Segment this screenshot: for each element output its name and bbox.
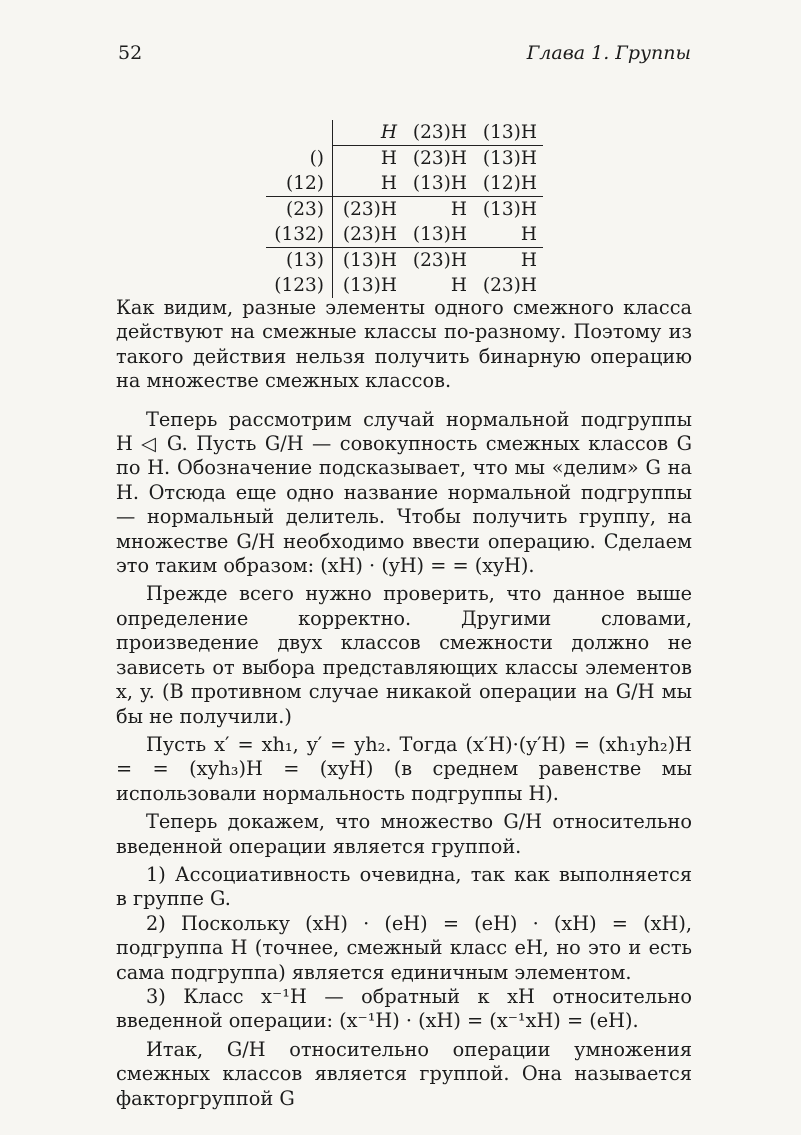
table-header-cell: (13)H [473,120,543,146]
paragraph: Прежде всего нужно проверить, что данное выше определение корректно. Другими словами, произведение двух классов смежности должно не зависеть от выбора представляющих классы элементов x, y. (В противном случае никакой операции на G/H мы бы не получили.) [116,582,692,728]
table-cell: (12)H [473,171,543,197]
table-cell: (23)H [333,222,404,248]
row-label: (123) [266,273,333,298]
paragraph: Итак, G/H относительно операции умножения смежных классов является группой. Она называется факторгруппой G [116,1037,692,1110]
table-row [266,222,543,248]
table-row [266,171,543,197]
table-cell: (23)H [412,148,467,169]
table-cell: (23)H [412,250,467,271]
list-item: 1) Ассоциативность очевидна, так как выполняется в группе G. [116,862,692,911]
row-label: () [266,146,333,172]
table-cell: (13)H [482,148,537,169]
table-cell: (23)H [342,199,397,220]
paragraph: Теперь рассмотрим случай нормальной подгруппы H ◁ G. Пусть G/H — совокупность смежных классов G по H. Обозначение подсказывает, что мы «делим» G на H. Отсюда еще одно название нормальной подгруппы — нормальный делитель. Чтобы получить группу, на множестве G/H необходимо ввести операцию. Сделаем это таким образом: (xH) · (yH) = = (xyH). [116,407,692,578]
table-cell: H [380,148,397,169]
row-label: (23) [266,197,333,223]
table-cell: H [333,171,404,197]
paragraph: Пусть x′ = xh₁, y′ = yh₂. Тогда (x′H)·(y′H) = (xh₁yh₂)H = = (xyh₃)H = (xyH) (в среднем равенстве мы использовали нормальность подгруппы H). [116,732,692,805]
table-cell: (13)H [342,250,397,271]
table-header-row [266,120,543,146]
table-row [266,146,543,172]
table-cell: H [450,199,467,220]
paragraph: Как видим, разные элементы одного смежного класса действуют на смежные классы по-разному. Поэтому из такого действия нельзя получить бинарную операцию на множестве смежных классов. [116,296,692,393]
table-row [266,248,543,274]
running-head: Глава 1. Группы [526,42,691,64]
page-header [0,0,801,80]
list-item: 2) Поскольку (xH) · (eH) = (eH) · (xH) = (xH), подгруппа H (точнее, смежный класс eH, но это и есть сама подгруппа) является единичным элементом. [116,911,692,984]
row-label: (13) [266,248,333,274]
table-row [266,197,543,223]
table-cell: H [450,275,467,296]
coset-action-table [266,120,543,298]
row-label: (132) [266,222,333,248]
row-label: (12) [266,171,333,197]
table-header-cell: (23)H [403,120,473,146]
page-number: 52 [118,42,143,64]
table-cell: (13)H [403,222,473,248]
table-header-cell: H [333,120,404,146]
table-cell: H [473,222,543,248]
table-cell: (13)H [482,199,537,220]
paragraph: Теперь докажем, что множество G/H относительно введенной операции является группой. [116,810,692,858]
table-row [266,273,543,298]
table-cell: (23)H [482,275,537,296]
list-item: 3) Класс x⁻¹H — обратный к xH относительно введенной операции: (x⁻¹H) · (xH) = (x⁻¹xH) = (eH). [116,984,692,1033]
table-cell: (13)H [342,275,397,296]
body-text [116,296,692,1111]
table-corner [266,120,333,146]
table-cell: (13)H [403,171,473,197]
table-cell: H [520,250,537,271]
